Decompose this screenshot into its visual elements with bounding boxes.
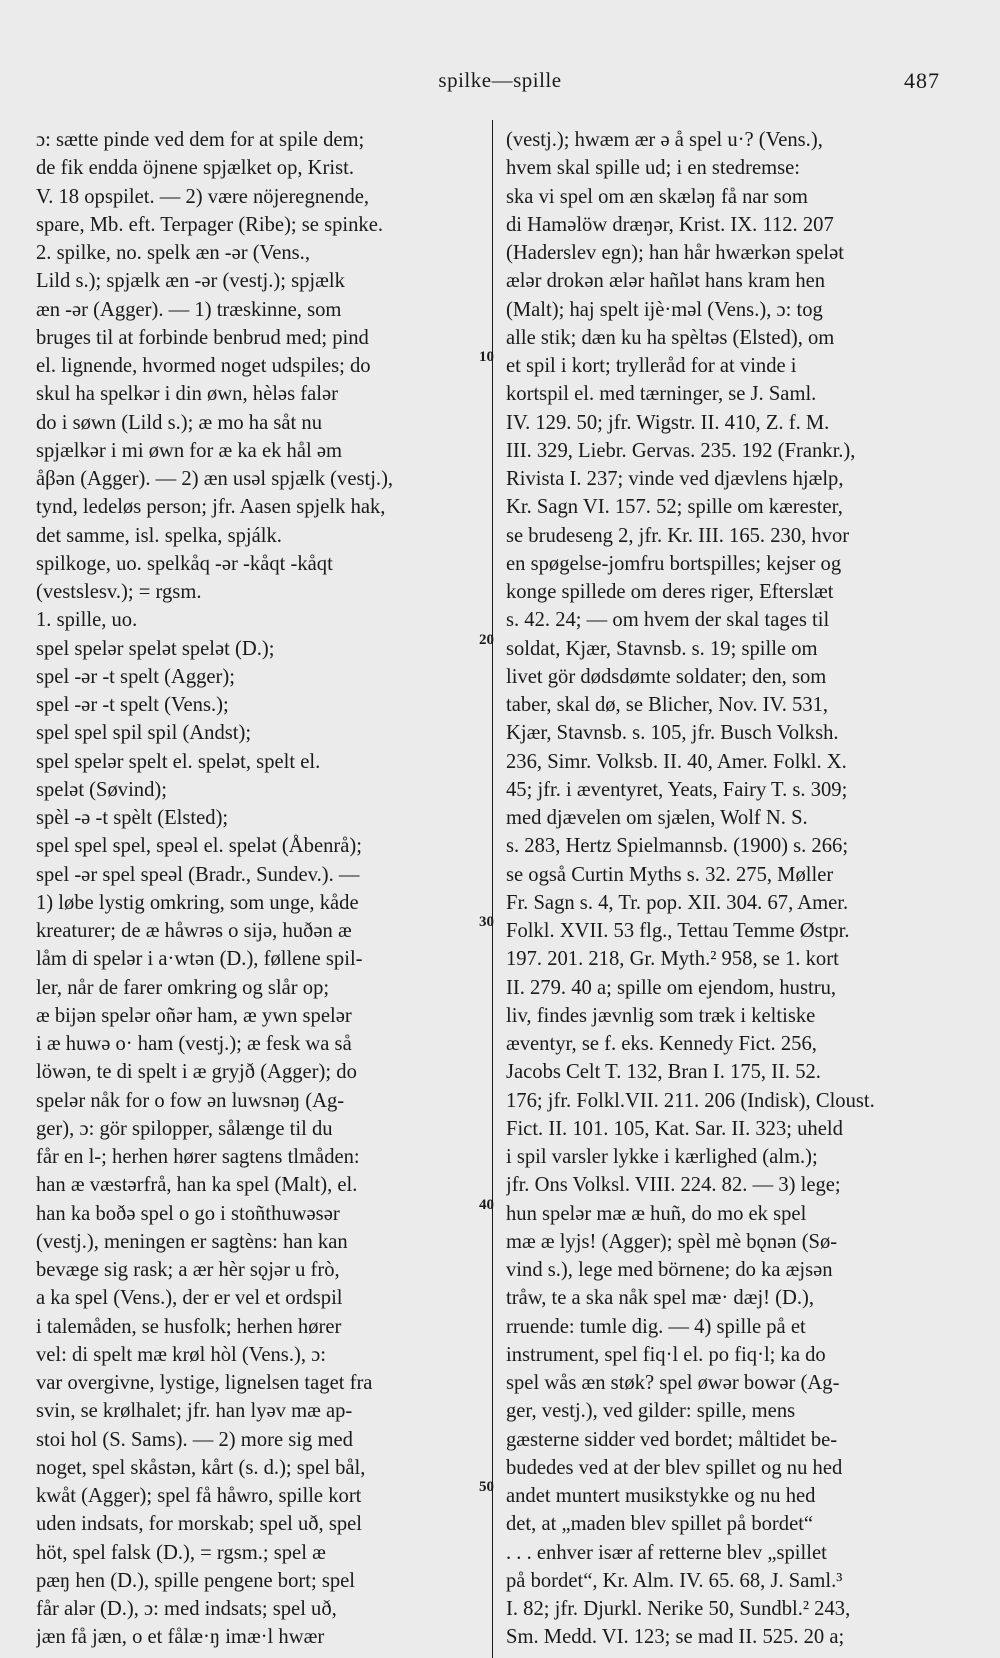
text-line: i spil varsler lykke i kærlighed (alm.); <box>506 1146 818 1168</box>
text-line: 176; jfr. Folkl.VII. 211. 206 (Indisk), Cloust. <box>506 1089 875 1112</box>
text-line: spjælkər i mi øwn for æ ka ek hål əm <box>36 439 342 462</box>
text-line: hun spelər mæ æ huñ, do mo ek spel <box>506 1202 807 1225</box>
text-line: s. 283, Hertz Spielmannsb. (1900) s. 266; <box>506 835 849 858</box>
text-line: 197. 201. 218, Gr. Myth.² 958, se 1. kort <box>506 948 839 971</box>
text-line: ælər drokən ælər hañlət hans kram hen <box>506 270 826 293</box>
page-number: 487 <box>904 68 940 93</box>
text-line: alle stik; dæn ku ha spèltəs (Elsted), om <box>506 326 835 349</box>
text-line: får alər (D.), ɔ: med indsats; spel uð, <box>36 1598 337 1620</box>
text-line: V. 18 opspilet. — 2) være nöjeregnende, <box>36 185 370 208</box>
text-line: se også Curtin Myths s. 32. 275, Møller <box>506 863 834 886</box>
text-line: Kjær, Stavnsb. s. 105, jfr. Busch Volksh. <box>506 722 839 745</box>
text-line: svin, se krølhalet; jfr. han lyəv mæ ap- <box>36 1400 353 1423</box>
text-line: spèl -ə -t spèlt (Elsted); <box>36 807 229 829</box>
text-line: II. 279. 40 a; spille om ejendom, hustru, <box>506 976 837 999</box>
left-column <box>36 126 482 1652</box>
text-line: vind s.), lege med börnene; do ka æjsən <box>506 1259 833 1281</box>
line-number-20: 20 <box>479 632 494 648</box>
text-line: gæsterne sidder ved bordet; måltidet be- <box>506 1428 838 1451</box>
text-line: Lild s.); spjælk æn -ər (vestj.); spjælk <box>36 270 345 293</box>
text-line: æ bijən spelər oñər ham, æ ywn spelər <box>36 1004 352 1027</box>
text-line: spel wås æn støk? spel øwər bowər (Ag- <box>506 1372 840 1394</box>
text-line: di Haməlöw dræŋər, Krist. IX. 112. 207 <box>506 213 834 236</box>
text-line: III. 329, Liebr. Gervas. 235. 192 (Frankr.), <box>506 439 856 462</box>
text-line: bruges til at forbinde benbrud med; pind <box>36 326 369 349</box>
text-line: vel: di spelt mæ krøl hòl (Vens.), ɔ: <box>36 1343 326 1366</box>
text-line: instrument, spel fiq·l el. po fiq·l; ka do <box>506 1343 826 1366</box>
text-line: taber, skal dø, se Blicher, Nov. IV. 531, <box>506 694 829 716</box>
text-line: jfr. Ons Volksl. VIII. 224. 82. — 3) lege; <box>506 1174 841 1197</box>
text-line: a ka spel (Vens.), der er vel et ordspil <box>36 1287 343 1310</box>
text-line: ska vi spel om æn skæləŋ få nar som <box>506 185 808 208</box>
text-line: liv, findes jævnlig som træk i keltiske <box>506 1004 816 1027</box>
text-line: löwən, te di spelt i æ gryjð (Agger); do <box>36 1061 357 1084</box>
text-line: andet muntert musikstykke og nu hed <box>506 1485 816 1507</box>
text-line: æventyr, se f. eks. Kennedy Fict. 256, <box>506 1033 817 1055</box>
text-line: . . . enhver især af retterne blev „spillet <box>506 1541 827 1564</box>
text-line: s. 42. 24; — om hvem der skal tages til <box>506 609 830 632</box>
text-line: tynd, ledeløs person; jfr. Aasen spjelk hak, <box>36 496 386 519</box>
line-number-40: 40 <box>479 1197 494 1213</box>
text-line: var overgivne, lystige, lignelsen taget fra <box>36 1372 373 1394</box>
text-line: (vestj.); hwæm ær ə å spel u·? (Vens.), <box>506 129 823 151</box>
text-line: livet gör dødsdømte soldater; den, som <box>506 665 827 688</box>
text-line: rruende: tumle dig. — 4) spille på et <box>506 1315 806 1338</box>
text-line: i æ huwə o· ham (vestj.); æ fesk wa så <box>36 1033 352 1055</box>
text-line: 236, Simr. Volksb. II. 40, Amer. Folkl. X. <box>506 750 847 773</box>
text-line: (Haderslev egn); han hår hwærkən spelət <box>506 242 844 264</box>
text-line: ler, når de farer omkring og slår op; <box>36 976 330 999</box>
text-line: de fik endda öjnene spjælket op, Krist. <box>36 157 354 180</box>
text-line: ger), ɔ: gör spilopper, sålænge til du <box>36 1117 333 1140</box>
text-line: spelər nåk for o fow ən luwsnəŋ (Ag- <box>36 1089 345 1112</box>
line-number-10: 10 <box>479 349 494 365</box>
text-line: do i søwn (Lild s.); æ mo ha såt nu <box>36 411 323 434</box>
line-number-30: 30 <box>479 914 494 930</box>
text-line: en spøgelse-jomfru bortspilles; kejser og <box>506 552 842 575</box>
text-line: Fr. Sagn s. 4, Tr. pop. XII. 304. 67, Amer. <box>506 891 849 914</box>
text-line: han æ væstərfrå, han ka spel (Malt), el. <box>36 1174 358 1197</box>
text-line: spilkoge, uo. spelkåq -ər -kåqt -kåqt <box>36 552 333 575</box>
text-line: Kr. Sagn VI. 157. 52; spille om kærester, <box>506 496 843 519</box>
text-line: uden indsats, for morskab; spel uð, spel <box>36 1513 363 1536</box>
text-line: låm di spelər i a·wtən (D.), føllene spil- <box>36 948 363 971</box>
text-line: spare, Mb. eft. Terpager (Ribe); se spinke. <box>36 213 384 236</box>
text-line: (vestj.), meningen er sagtèns: han kan <box>36 1230 348 1253</box>
text-line: bevæge sig rask; a ær hèr sǫjər u frò, <box>36 1259 340 1281</box>
text-line: IV. 129. 50; jfr. Wigstr. II. 410, Z. f. M. <box>506 411 830 434</box>
text-line: det, at „maden blev spillet på bordet“ <box>506 1513 814 1536</box>
text-line: pæŋ hen (D.), spille pengene bort; spel <box>36 1569 356 1592</box>
text-line: I. 82; jfr. Djurkl. Nerike 50, Sundbl.² 243, <box>506 1598 851 1620</box>
text-line: 45; jfr. i æventyret, Yeats, Fairy T. s. 309; <box>506 778 848 801</box>
text-line: med djævelen om sjælen, Wolf N. S. <box>506 807 808 829</box>
text-line: spelət (Søvind); <box>36 778 167 801</box>
text-line: ɔ: sætte pinde ved dem for at spile dem; <box>36 129 365 151</box>
text-line: höt, spel falsk (D.), = rgsm.; spel æ <box>36 1541 326 1564</box>
text-line: spel spel spel, speəl el. spelət (Åbenrå); <box>36 835 362 858</box>
text-line: kreaturer; de æ håwrəs o sijə, huðən æ <box>36 920 352 942</box>
text-line: spel spel spil spil (Andst); <box>36 722 252 745</box>
text-line: det samme, isl. spelka, spjálk. <box>36 524 282 547</box>
text-line: el. lignende, hvormed noget udspiles; do <box>36 355 371 377</box>
text-line: 1) løbe lystig omkring, som unge, kåde <box>36 891 359 914</box>
text-line: spel -ər spel speəl (Bradr., Sundev.). — <box>36 863 360 886</box>
text-line: ger, vestj.), ved gilder: spille, mens <box>506 1400 796 1423</box>
text-line: stoi hol (S. Sams). — 2) more sig med <box>36 1428 353 1451</box>
text-line: Fict. II. 101. 105, Kat. Sar. II. 323; uheld <box>506 1117 843 1140</box>
text-line: konge spillede om deres riger, Efterslæt <box>506 581 834 603</box>
text-line: spel -ər -t spelt (Vens.); <box>36 694 229 716</box>
text-line: kortspil el. med tærninger, se J. Saml. <box>506 383 817 406</box>
text-line: soldat, Kjær, Stavnsb. s. 19; spille om <box>506 637 818 660</box>
text-line: et spil i kort; trylleråd for at vinde i <box>506 355 797 377</box>
text-line: spel spelər spelət spelət (D.); <box>36 637 275 660</box>
text-line: (Malt); haj spelt ijè·məl (Vens.), ɔ: tog <box>506 298 823 321</box>
running-head: spilke—spille <box>438 68 562 92</box>
text-line: får en l-; herhen hører sagtens tlmåden: <box>36 1146 360 1168</box>
text-line: hvem skal spille ud; i en stedremse: <box>506 157 800 180</box>
text-line: noget, spel skåstən, kårt (s. d.); spel bål, <box>36 1456 366 1479</box>
text-line: i talemåden, se husfolk; herhen hører <box>36 1315 342 1338</box>
text-line: (vestslesv.); = rgsm. <box>36 581 202 603</box>
text-line: spel -ər -t spelt (Agger); <box>36 665 235 688</box>
right-column <box>506 126 976 1652</box>
text-line: spel spelər spelt el. spelət, spelt el. <box>36 750 321 773</box>
text-line: æn -ər (Agger). — 1) træskinne, som <box>36 298 342 321</box>
text-line: han ka boðə spel o go i stoñthuwəsər <box>36 1202 340 1225</box>
text-line: se brudeseng 2, jfr. Kr. III. 165. 230, hvor <box>506 524 850 547</box>
text-line: åβən (Agger). — 2) æn usəl spjælk (vestj.), <box>36 468 394 490</box>
text-line: 1. spille, uo. <box>36 609 138 632</box>
text-line: tråw, te a ska nåk spel mæ· dæj! (D.), <box>506 1287 815 1310</box>
text-line: Jacobs Celt T. 132, Bran I. 175, II. 52. <box>506 1061 821 1084</box>
text-line: Rivista I. 237; vinde ved djævlens hjælp, <box>506 468 844 490</box>
text-line: Sm. Medd. VI. 123; se mad II. 525. 20 a; <box>506 1626 845 1649</box>
text-line: kwåt (Agger); spel få håwro, spille kort <box>36 1485 362 1507</box>
text-line: Folkl. XVII. 53 flg., Tettau Temme Østpr. <box>506 920 850 942</box>
text-line: på bordet“, Kr. Alm. IV. 65. 68, J. Saml.³ <box>506 1569 843 1592</box>
text-line: budedes ved at der blev spillet og nu hed <box>506 1456 843 1479</box>
text-line: skul ha spelkər i din øwn, hèləs falər <box>36 383 338 406</box>
line-number-50: 50 <box>479 1479 494 1495</box>
text-line: 2. spilke, no. spelk æn -ər (Vens., <box>36 242 310 264</box>
text-line: jæn få jæn, o et fålæ·ŋ imæ·l hwær <box>36 1626 325 1649</box>
text-line: mæ æ lyjs! (Agger); spèl mè bǫnən (Sø- <box>506 1230 838 1253</box>
